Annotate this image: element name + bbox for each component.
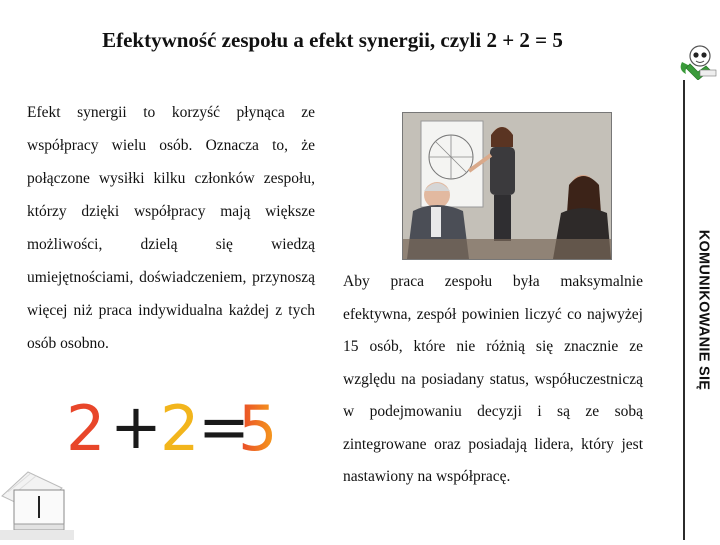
side-rail-label: KOMUNIKOWANIE SIĘ (695, 229, 712, 391)
team-meeting-photo (402, 112, 612, 260)
equation-digit-b: 2 (160, 392, 200, 462)
synergy-equation-graphic (64, 392, 284, 462)
equation-equals: = (198, 392, 250, 462)
side-rail (683, 80, 720, 540)
team-efficiency-paragraph: Aby praca zespołu była maksymalnie efektywna, zespół powinien liczyć co najwyżej 15 osób, które nie różnią się znacznie ze względu na posiadany status, współuczestniczą w podejmowaniu decyzji i są ze sobą zintegrowane oraz posiadają lidera, który jest nastawiony na współpracę. (343, 273, 643, 485)
equation-result: 5 (238, 392, 278, 462)
book-icon (0, 468, 74, 540)
cartoon-owl-logo (676, 40, 720, 84)
synergy-definition-paragraph: Efekt synergii to korzyść płynąca ze współpracy wielu osób. Oznacza to, że połączone wysiłki kilku członków zespołu, którzy dzięki współpracy mają większe możliwości, dzielą się wiedzą umiejętnościami, doświadczeniem, przynoszą więcej niż praca indywidualna każdej z tych osób osobno. (27, 104, 315, 352)
slide-title: Efektywność zespołu a efekt synergii, czyli 2 + 2 = 5 (102, 28, 563, 52)
equation-plus: + (110, 392, 162, 462)
equation-digit-a: 2 (66, 392, 106, 462)
